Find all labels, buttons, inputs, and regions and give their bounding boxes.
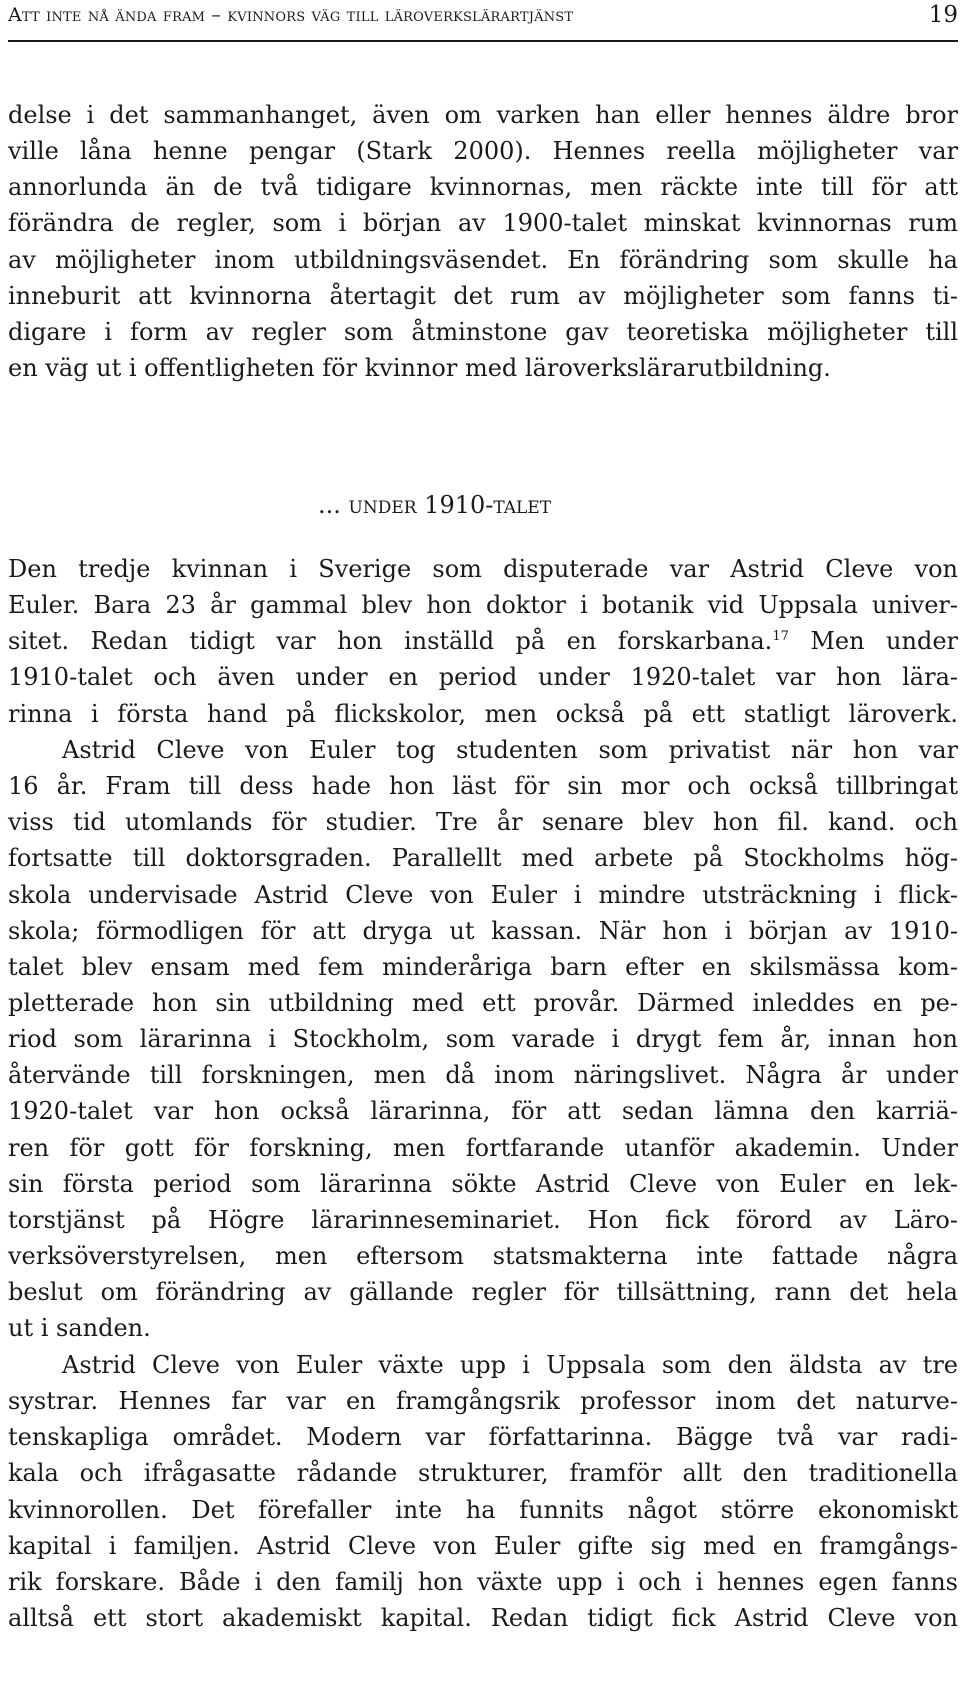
paragraph-astrid-intro xyxy=(8,551,958,732)
text-line-with-footnote xyxy=(8,623,958,659)
text-line: ville låna henne pengar (Stark 2000). Hennes reella möjligheter var xyxy=(8,137,958,166)
text-line: Astrid Cleve von Euler tog studenten som privatist när hon var xyxy=(62,736,958,764)
text-line: återvände till forskningen, men då inom näringslivet. Några år under xyxy=(8,1061,958,1090)
text-line: tenskapliga området. Modern var författarinna. Bägge två var radi- xyxy=(8,1423,958,1452)
text-line: systrar. Hennes far var en framgångsrik professor inom det naturve- xyxy=(8,1387,958,1416)
text-line: kvinnorollen. Det förefaller inte ha funnits något större ekonomiskt xyxy=(8,1495,958,1524)
text-line: en väg ut i offentligheten för kvinnor med läroverkslärarutbildning. xyxy=(8,353,831,382)
text-line: talet blev ensam med fem minderåriga barn efter en skilsmässa kom- xyxy=(8,952,958,981)
running-header xyxy=(8,0,958,42)
text-line: annorlunda än de två tidigare kvinnornas, men räckte inte till för att xyxy=(8,173,958,202)
book-page xyxy=(8,0,958,1697)
text-line: digare i form av regler som åtminstone gav teoretiska möjligheter till xyxy=(8,317,958,346)
paragraph-astrid-background xyxy=(8,1347,958,1636)
text-line: verksöverstyrelsen, men eftersom statsmakterna inte fattade några xyxy=(8,1241,958,1270)
text-line: rinna i första hand på flickskolor, men också på ett statligt läroverk. xyxy=(8,699,958,728)
text-line: 1910-talet och även under en period under 1920-talet var hon lära- xyxy=(8,663,958,692)
page-number: 19 xyxy=(928,2,958,28)
text-line: riod som lärarinna i Stockholm, som varade i drygt fem år, innan hon xyxy=(8,1025,958,1054)
footnote-reference: 17 xyxy=(772,629,789,645)
text-line: torstjänst på Högre lärarinneseminariet. Hon fick förord av Läro- xyxy=(8,1205,958,1234)
text-line: 16 år. Fram till dess hade hon läst för sin mor och också tillbringat xyxy=(8,772,958,801)
text-line: förändra de regler, som i början av 1900-talet minskat kvinnornas rum xyxy=(8,209,958,238)
text-line: alltså ett stort akademiskt kapital. Redan tidigt fick Astrid Cleve von xyxy=(8,1603,958,1632)
text-line: Den tredje kvinnan i Sverige som disputerade var Astrid Cleve von xyxy=(8,555,958,583)
text-line: kala och ifrågasatte rådande strukturer, framför allt den traditionella xyxy=(8,1459,958,1488)
text-line: inneburit att kvinnorna återtagit det rum av möjligheter som fanns ti- xyxy=(8,281,958,310)
text-line: kapital i familjen. Astrid Cleve von Euler gifte sig med en framgångs- xyxy=(8,1531,958,1560)
text-line: av möjligheter inom utbildningsväsendet. En förändring som skulle ha xyxy=(8,245,958,274)
running-title: Att inte nå ända fram – kvinnors väg till läroverkslärartjänst xyxy=(8,4,574,26)
text-segment: sitet. Redan tidigt var hon inställd på en forskarbana. xyxy=(8,627,773,656)
text-line: beslut om förändring av gällande regler för tillsättning, rann det hela xyxy=(8,1278,958,1307)
text-line: Astrid Cleve von Euler växte upp i Uppsala som den äldsta av tre xyxy=(62,1351,958,1379)
text-segment: Men under xyxy=(788,627,959,656)
text-line: ren för gott för forskning, men fortfarande utanför akademin. Under xyxy=(8,1133,958,1162)
section-heading: ... under 1910-talet xyxy=(318,491,552,519)
text-line: 1920-talet var hon också lärarinna, för att sedan lämna den karriä- xyxy=(8,1097,958,1126)
text-line: skola undervisade Astrid Cleve von Euler i mindre utsträckning i flick- xyxy=(8,880,958,909)
text-line: delse i det sammanhanget, även om varken han eller hennes äldre bror xyxy=(8,101,958,129)
text-line: Euler. Bara 23 år gammal blev hon doktor i botanik vid Uppsala univer- xyxy=(8,591,958,620)
paragraph-astrid-career xyxy=(8,732,958,1346)
text-line: fortsatte till doktorsgraden. Parallellt med arbete på Stockholms hög- xyxy=(8,844,958,873)
paragraph-continued xyxy=(8,97,958,386)
text-line: viss tid utomlands för studier. Tre år senare blev hon fil. kand. och xyxy=(8,808,958,837)
text-line: sin första period som lärarinna sökte Astrid Cleve von Euler en lek- xyxy=(8,1169,958,1198)
text-line: pletterade hon sin utbildning med ett provår. Därmed inleddes en pe- xyxy=(8,988,958,1017)
text-line: rik forskare. Både i den familj hon växte upp i och i hennes egen fanns xyxy=(8,1567,958,1596)
text-line: skola; förmodligen för att dryga ut kassan. När hon i början av 1910- xyxy=(8,916,958,945)
text-line: ut i sanden. xyxy=(8,1314,151,1343)
